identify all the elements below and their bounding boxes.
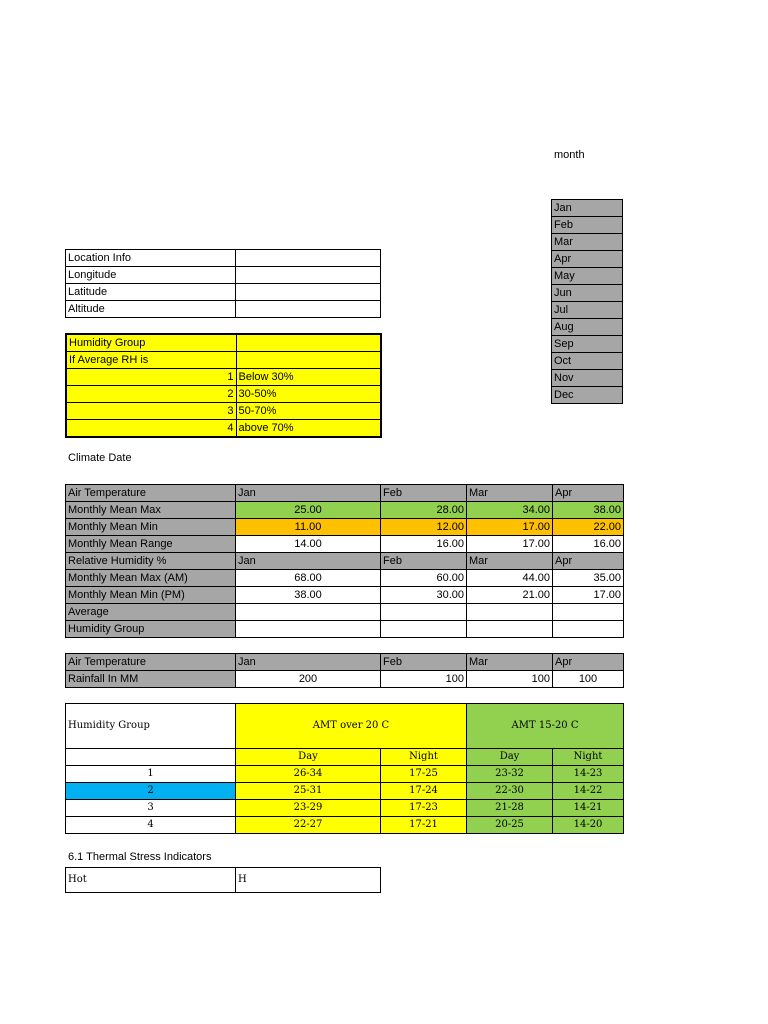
month-cell[interactable]: Oct — [552, 353, 623, 370]
group-number: 4 — [66, 817, 236, 834]
rh-min-cell[interactable]: 17.00 — [553, 587, 624, 604]
relative-humidity-label: Relative Humidity % — [66, 553, 236, 570]
amt-cell: 17-25 — [381, 766, 467, 783]
column-header: Mar — [467, 654, 553, 671]
month-cell[interactable]: Jan — [552, 200, 623, 217]
humidity-group-subtitle-value[interactable] — [236, 352, 381, 369]
amt-cell: 14-22 — [553, 783, 624, 800]
mean-max-cell[interactable]: 25.00 — [236, 502, 381, 519]
location-table — [65, 249, 381, 318]
row-label: Monthly Mean Max — [66, 502, 236, 519]
mean-range-cell[interactable]: 14.00 — [236, 536, 381, 553]
column-header: Mar — [467, 553, 553, 570]
month-cell[interactable]: Sep — [552, 336, 623, 353]
humidity-group-cell[interactable] — [381, 621, 467, 638]
humidity-group-number: 3 — [66, 403, 236, 420]
humidity-group-range: 30-50% — [236, 386, 381, 403]
amt-cell: 23-32 — [467, 766, 553, 783]
night-header: Night — [381, 749, 467, 766]
month-cell[interactable]: Jun — [552, 285, 623, 302]
thermal-stress-heading: 6.1 Thermal Stress Indicators — [68, 851, 212, 863]
amt-blank-cell — [66, 749, 236, 766]
rainfall-table — [65, 653, 624, 688]
humidity-group-cell[interactable] — [236, 621, 381, 638]
humidity-group-range: 50-70% — [236, 403, 381, 420]
climate-heading: Climate Date — [68, 452, 132, 464]
humidity-group-table — [65, 333, 382, 438]
night-header: Night — [553, 749, 624, 766]
mean-range-cell[interactable]: 16.00 — [553, 536, 624, 553]
mean-range-cell[interactable]: 17.00 — [467, 536, 553, 553]
row-label: Monthly Mean Max (AM) — [66, 570, 236, 587]
column-header: Feb — [381, 654, 467, 671]
latitude-label: Latitude — [66, 284, 236, 301]
month-header: month — [554, 149, 585, 161]
altitude-label: Altitude — [66, 301, 236, 318]
amt-cell: 14-21 — [553, 800, 624, 817]
latitude-value[interactable] — [236, 284, 381, 301]
month-cell[interactable]: Nov — [552, 370, 623, 387]
column-header: Apr — [553, 553, 624, 570]
column-header: Feb — [381, 553, 467, 570]
column-header: Feb — [381, 485, 467, 502]
amt-cell: 26-34 — [236, 766, 381, 783]
rh-min-cell[interactable]: 21.00 — [467, 587, 553, 604]
amt-cell: 14-20 — [553, 817, 624, 834]
column-header: Jan — [236, 654, 381, 671]
rh-max-cell[interactable]: 44.00 — [467, 570, 553, 587]
rainfall-cell[interactable]: 100 — [381, 671, 467, 688]
longitude-label: Longitude — [66, 267, 236, 284]
humidity-group-range: above 70% — [236, 420, 381, 438]
amt-cell: 17-23 — [381, 800, 467, 817]
longitude-value[interactable] — [236, 267, 381, 284]
humidity-group-cell[interactable] — [553, 621, 624, 638]
month-cell[interactable]: Dec — [552, 387, 623, 404]
month-cell[interactable]: Jul — [552, 302, 623, 319]
month-cell[interactable]: May — [552, 268, 623, 285]
mean-max-cell[interactable]: 28.00 — [381, 502, 467, 519]
row-label: Monthly Mean Range — [66, 536, 236, 553]
column-header: Jan — [236, 553, 381, 570]
mean-max-cell[interactable]: 34.00 — [467, 502, 553, 519]
location-info-value[interactable] — [236, 250, 381, 267]
mean-range-cell[interactable]: 16.00 — [381, 536, 467, 553]
thermal-stress-table — [65, 867, 381, 893]
column-header: Apr — [553, 654, 624, 671]
humidity-group-title-value[interactable] — [236, 334, 381, 352]
amt-cell: 25-31 — [236, 783, 381, 800]
average-cell[interactable] — [467, 604, 553, 621]
thermal-value[interactable]: H — [236, 868, 381, 893]
rh-min-cell[interactable]: 38.00 — [236, 587, 381, 604]
row-label: Monthly Mean Min — [66, 519, 236, 536]
rh-max-cell[interactable]: 60.00 — [381, 570, 467, 587]
rainfall-cell[interactable]: 100 — [467, 671, 553, 688]
average-cell[interactable] — [381, 604, 467, 621]
average-cell[interactable] — [236, 604, 381, 621]
amt-cell: 17-24 — [381, 783, 467, 800]
group-number: 1 — [66, 766, 236, 783]
rainfall-cell[interactable]: 100 — [553, 671, 624, 688]
humidity-group-number: 1 — [66, 369, 236, 386]
rainfall-cell[interactable]: 200 — [236, 671, 381, 688]
humidity-group-subtitle: If Average RH is — [66, 352, 236, 369]
group-number-selected[interactable]: 2 — [66, 783, 236, 800]
mean-min-cell[interactable]: 17.00 — [467, 519, 553, 536]
amt-over-20-header: AMT over 20 C — [236, 704, 467, 749]
amt-cell: 20-25 — [467, 817, 553, 834]
amt-humidity-group-header: Humidity Group — [66, 704, 236, 749]
mean-max-cell[interactable]: 38.00 — [553, 502, 624, 519]
amt-cell: 22-27 — [236, 817, 381, 834]
amt-cell: 21-28 — [467, 800, 553, 817]
mean-min-cell[interactable]: 11.00 — [236, 519, 381, 536]
thermal-label: Hot — [66, 868, 236, 893]
mean-min-cell[interactable]: 22.00 — [553, 519, 624, 536]
climate-table — [65, 484, 624, 638]
amt-cell: 14-23 — [553, 766, 624, 783]
row-label: Humidity Group — [66, 621, 236, 638]
amt-15-20-header: AMT 15-20 C — [467, 704, 624, 749]
row-label: Monthly Mean Min (PM) — [66, 587, 236, 604]
month-cell[interactable]: Apr — [552, 251, 623, 268]
month-cell[interactable]: Feb — [552, 217, 623, 234]
location-info-label: Location Info — [66, 250, 236, 267]
rh-min-cell[interactable]: 30.00 — [381, 587, 467, 604]
rh-max-cell[interactable]: 68.00 — [236, 570, 381, 587]
humidity-group-title: Humidity Group — [66, 334, 236, 352]
amt-table — [65, 703, 624, 834]
column-header: Mar — [467, 485, 553, 502]
rh-max-cell[interactable]: 35.00 — [553, 570, 624, 587]
row-label: Average — [66, 604, 236, 621]
day-header: Day — [236, 749, 381, 766]
amt-cell: 17-21 — [381, 817, 467, 834]
day-header: Day — [467, 749, 553, 766]
month-cell[interactable]: Mar — [552, 234, 623, 251]
humidity-group-number: 2 — [66, 386, 236, 403]
humidity-group-cell[interactable] — [467, 621, 553, 638]
average-cell[interactable] — [553, 604, 624, 621]
mean-min-cell[interactable]: 12.00 — [381, 519, 467, 536]
humidity-group-range: Below 30% — [236, 369, 381, 386]
amt-cell: 23-29 — [236, 800, 381, 817]
humidity-group-number: 4 — [66, 420, 236, 438]
month-list — [551, 199, 623, 404]
column-header: Jan — [236, 485, 381, 502]
row-label: Rainfall In MM — [66, 671, 236, 688]
column-header: Apr — [553, 485, 624, 502]
air-temperature-label: Air Temperature — [66, 654, 236, 671]
month-cell[interactable]: Aug — [552, 319, 623, 336]
air-temperature-label: Air Temperature — [66, 485, 236, 502]
group-number: 3 — [66, 800, 236, 817]
amt-cell: 22-30 — [467, 783, 553, 800]
altitude-value[interactable] — [236, 301, 381, 318]
